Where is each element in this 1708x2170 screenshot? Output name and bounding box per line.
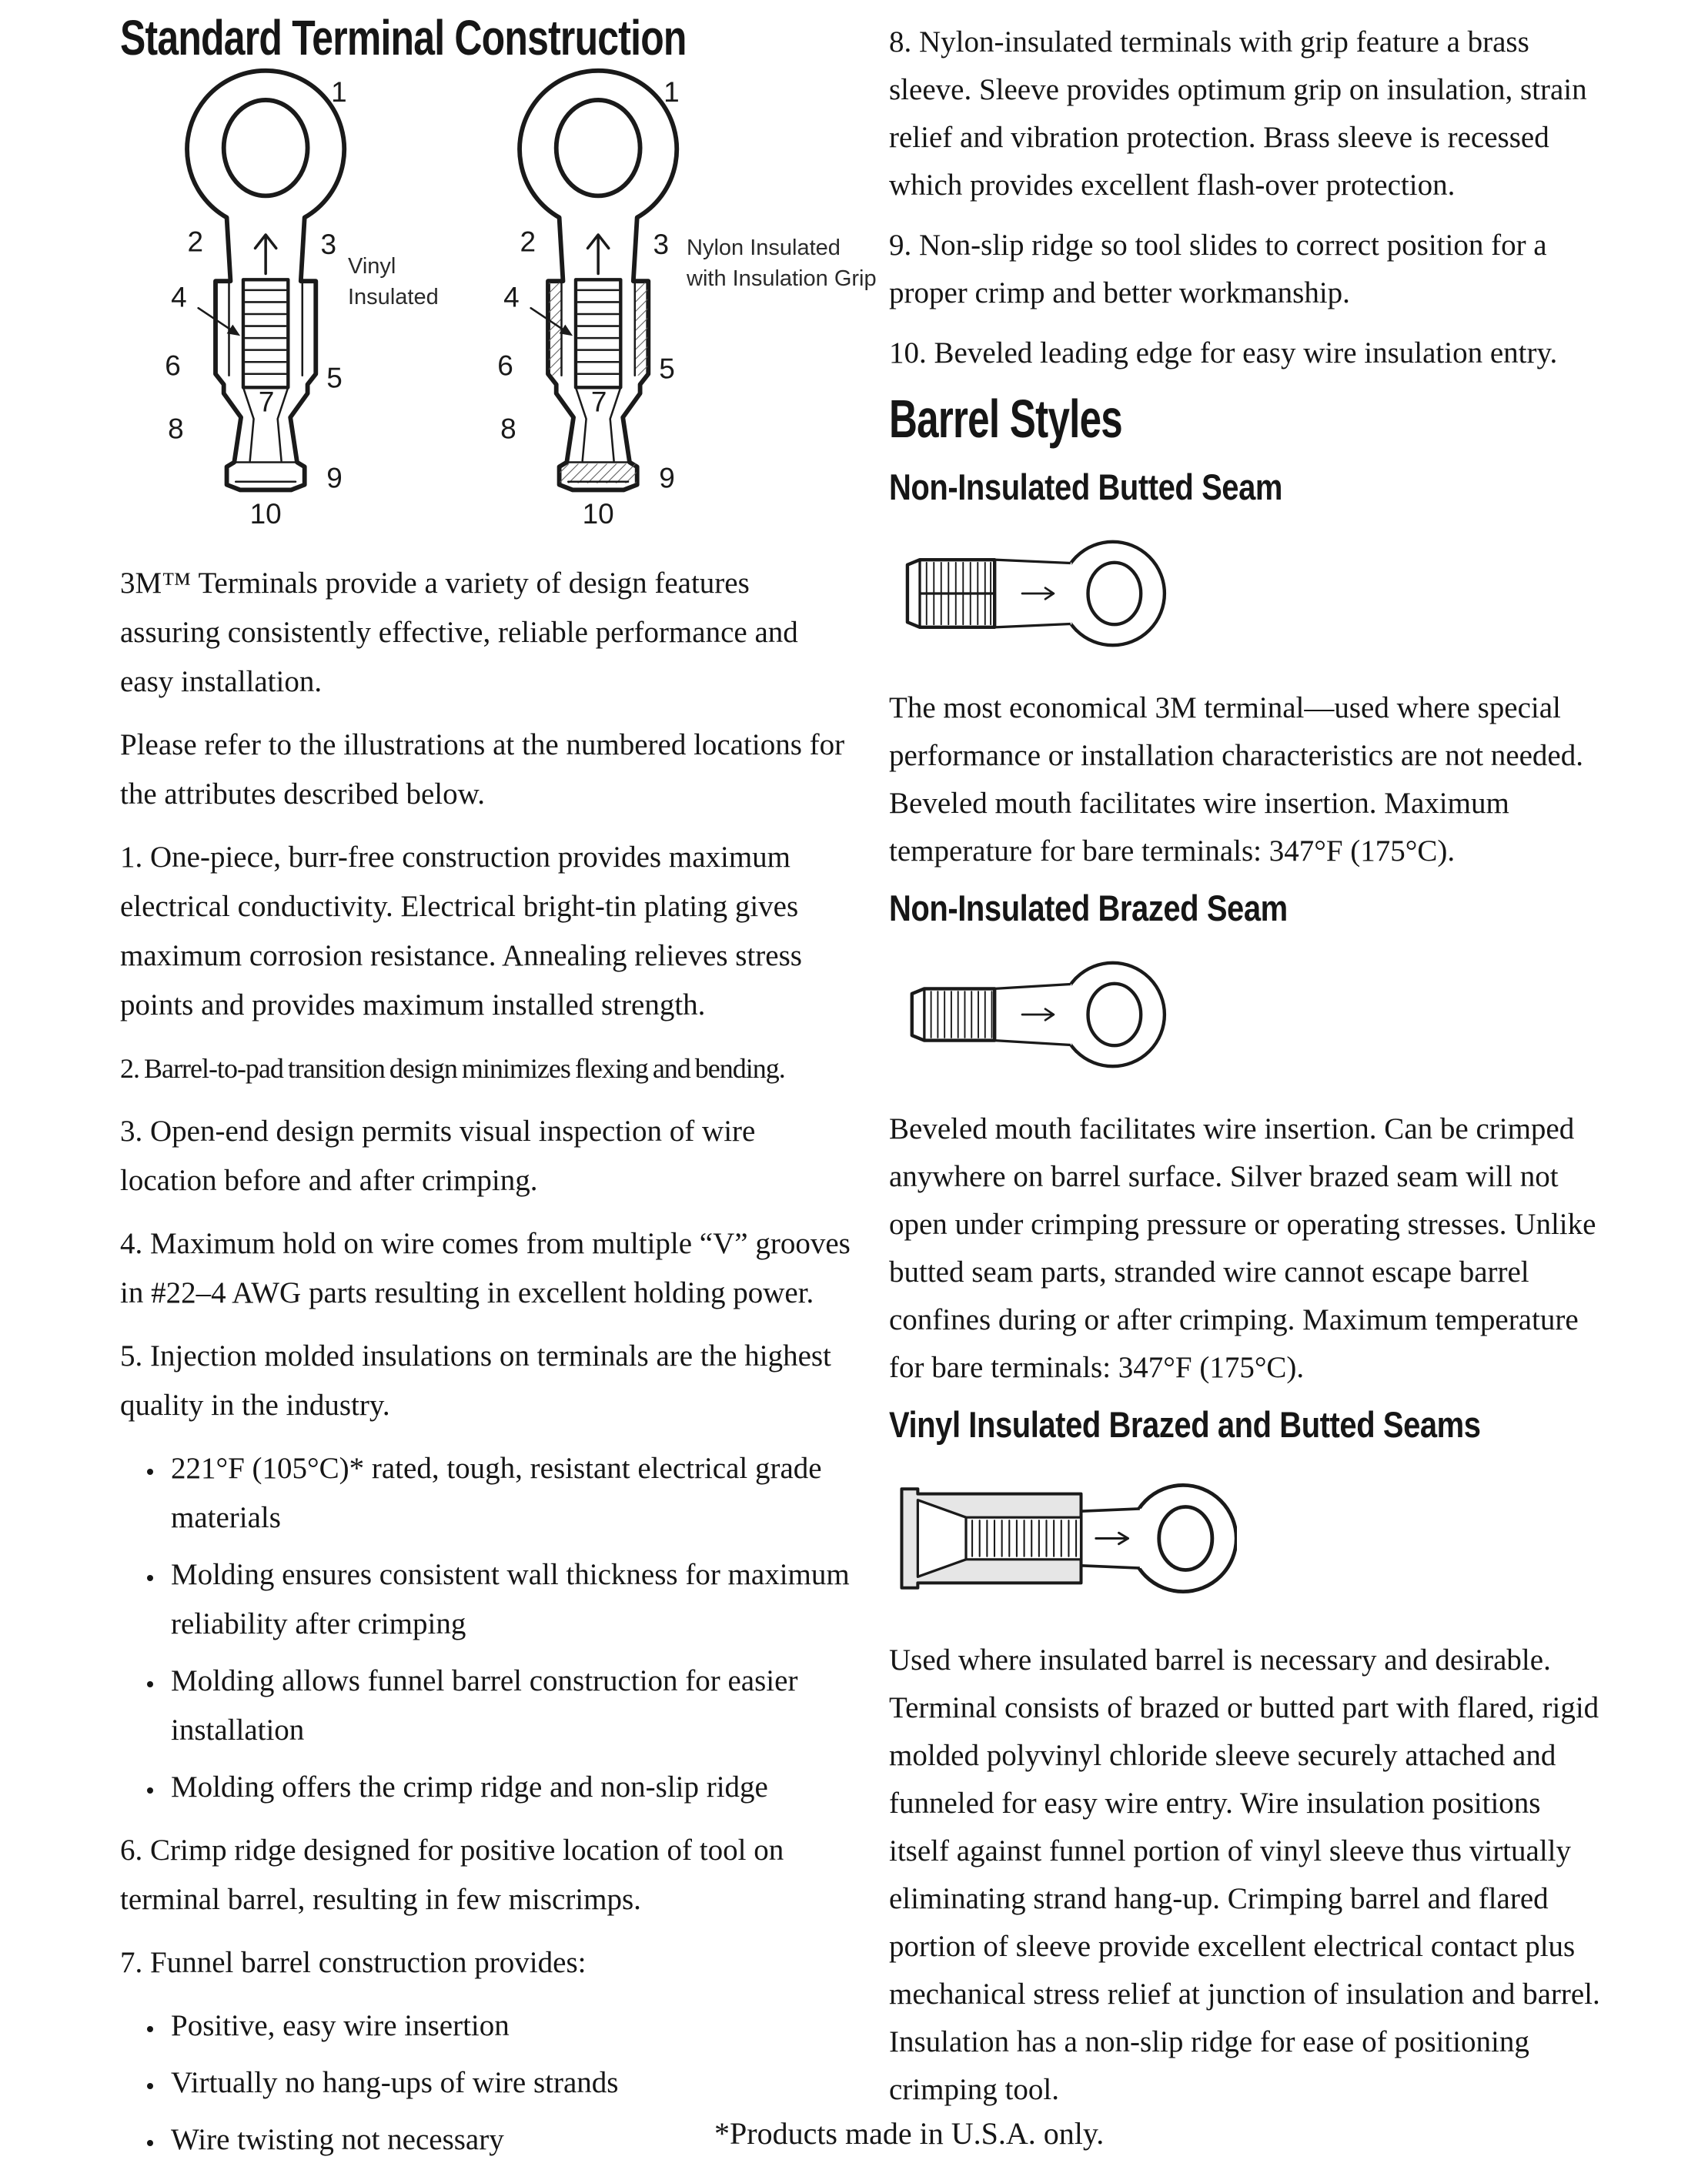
callout-number: 1 — [331, 75, 347, 108]
page-title: Standard Terminal Construction — [120, 10, 687, 65]
feature-3: 3. Open-end design permits visual inspection of wire location before and after crimping. — [120, 1115, 756, 1197]
crimp-barrel — [243, 279, 288, 387]
callout-number: 4 — [171, 281, 187, 313]
feature-4: 4. Maximum hold on wire comes from multiple “V” grooves in #22–4 AWG parts resulting in excellent holding power. — [120, 1227, 851, 1309]
callout-number: 8 — [500, 413, 516, 445]
butted-seam-body: The most economical 3M terminal—used where special performance or installation characteristics are not needed. Beveled mouth facilitates wire insertion. Maximum temperature for bare terminals: 347°F (175°C). — [889, 691, 1583, 868]
bullet-item: • Molding ensures consistent wall thickness for maximum reliability after crimping — [165, 1550, 853, 1649]
label-line: Insulated — [348, 285, 439, 309]
callout-number: 3 — [320, 229, 337, 261]
callout-number: 5 — [659, 353, 675, 385]
callout-number: 6 — [497, 349, 513, 382]
callout-number: 9 — [659, 462, 675, 494]
left-column — [120, 10, 877, 2170]
vinyl-insulated-figure — [891, 1458, 1605, 1623]
feature-2: 2. Barrel-to-pad transition design minimizes flexing and bending. — [120, 1053, 785, 1084]
vinyl-insulated-diagram — [891, 1458, 1237, 1619]
callout-number: 2 — [187, 226, 204, 258]
callout-number: 6 — [165, 349, 181, 382]
callout-number: 10 — [249, 498, 282, 530]
subsection-heading-vinyl-seams: Vinyl Insulated Brazed and Butted Seams — [889, 1404, 1481, 1445]
barrel-hatch — [972, 1520, 1076, 1556]
nylon-insulated-label — [687, 232, 877, 294]
brazed-seam-body: Beveled mouth facilitates wire insertion. Can be crimped anywhere on barrel surface. Silver brazed seam will not open under crimping pressure or operating stresses. Unlike butted seam parts, stranded wire cannot escape barrel confines during or after crimping. Maximum temperature for bare terminals: 347°F (175°C). — [889, 1112, 1596, 1384]
label-line: Nylon Insulated — [687, 236, 841, 260]
brazed-seam-figure — [891, 941, 1605, 1092]
right-column — [889, 18, 1605, 2126]
feature-8: 8. Nylon-insulated terminals with grip feature a brass sleeve. Sleeve provides optimum grip on insulation, strain relief and vibration protection. Brass sleeve is recessed which provides excellent flash-over protection. — [889, 25, 1587, 202]
feature-1: 1. One-piece, burr-free construction provides maximum electrical conductivity. Electrical bright-tin plating gives maximum corrosion resistance. Annealing relieves stress points and provides maximum installed strength. — [120, 841, 802, 1021]
ring-hole — [1088, 984, 1141, 1045]
bullet-item: • Positive, easy wire insertion — [165, 2001, 853, 2051]
label-line: with Insulation Grip — [687, 266, 877, 291]
bullet-item: • Wire twisting not necessary — [165, 2115, 853, 2165]
insulation-bullet-list — [120, 1444, 853, 1812]
feature-6: 6. Crimp ridge designed for positive location of tool on terminal barrel, resulting in few miscrimps. — [120, 1834, 784, 1916]
feature-10: 10. Beveled leading edge for easy wire insulation entry. — [889, 336, 1558, 369]
callout-number: 7 — [258, 386, 275, 418]
section-heading-barrel-styles: Barrel Styles — [889, 389, 1122, 449]
ring-hole — [1088, 563, 1141, 624]
footnote: *Products made in U.S.A. only. — [714, 2116, 1105, 2151]
bullet-item: • Molding allows funnel barrel construction for easier installation — [165, 1657, 853, 1755]
callout-number: 10 — [582, 498, 614, 530]
callout-number: 3 — [653, 229, 670, 261]
sleeve-cup-hatch — [560, 463, 637, 483]
feature-7: 7. Funnel barrel construction provides: — [120, 1946, 587, 1979]
sleeve-wall-hatch-left — [549, 283, 562, 376]
intro-paragraph: 3M™ Terminals provide a variety of design features assuring consistently effective, reliable performance and easy installation. — [120, 567, 798, 698]
subsection-heading-butted-seam: Non-Insulated Butted Seam — [889, 466, 1282, 507]
crimp-barrel — [576, 279, 620, 387]
bullet-item: • Molding offers the crimp ridge and non-slip ridge — [165, 1763, 853, 1812]
label-line: Vinyl — [348, 254, 396, 279]
ring-hole — [224, 100, 308, 196]
bullet-item: • Virtually no hang-ups of wire strands — [165, 2058, 853, 2108]
callout-number: 1 — [663, 75, 680, 108]
standard-terminal-figure — [120, 66, 877, 559]
subsection-heading-brazed-seam: Non-Insulated Brazed Seam — [889, 888, 1288, 928]
refer-paragraph: Please refer to the illustrations at the numbered locations for the attributes described below. — [120, 728, 845, 811]
callout-number: 4 — [503, 281, 520, 313]
sleeve-wall-hatch-right — [635, 283, 648, 376]
butted-seam-figure — [891, 520, 1605, 670]
butted-seam-diagram — [891, 520, 1183, 667]
callout-number: 2 — [520, 226, 536, 258]
vinyl-seams-body: Used where insulated barrel is necessary and desirable. Terminal consists of brazed or butted part with flared, rigid molded polyvinyl chloride sleeve securely attached and funneled for easy wire entry. Wire insulation positions itself against funnel portion of vinyl sleeve thus virtually eliminating strand hang-up. Crimping barrel and flared portion of sleeve provide excellent electrical contact plus mechanical stress relief at junction of insulation and barrel. Insulation has a non-slip ridge for ease of positioning crimping tool. — [889, 1643, 1600, 2106]
feature-5: 5. Injection molded insulations on terminals are the highest quality in the industry. — [120, 1339, 831, 1422]
callout-number: 9 — [326, 462, 343, 494]
ring-hole — [557, 100, 640, 196]
vinyl-insulated-label — [348, 251, 439, 313]
callout-number: 5 — [326, 362, 343, 394]
ring-hole — [1159, 1507, 1212, 1570]
brazed-seam-diagram — [891, 941, 1183, 1088]
callout-number: 7 — [590, 386, 607, 418]
feature-9: 9. Non-slip ridge so tool slides to correct position for a proper crimp and better workmanship. — [889, 229, 1547, 309]
callout-number: 8 — [168, 413, 184, 445]
bullet-item: • 221°F (105°C)* rated, tough, resistant electrical grade materials — [165, 1444, 853, 1543]
